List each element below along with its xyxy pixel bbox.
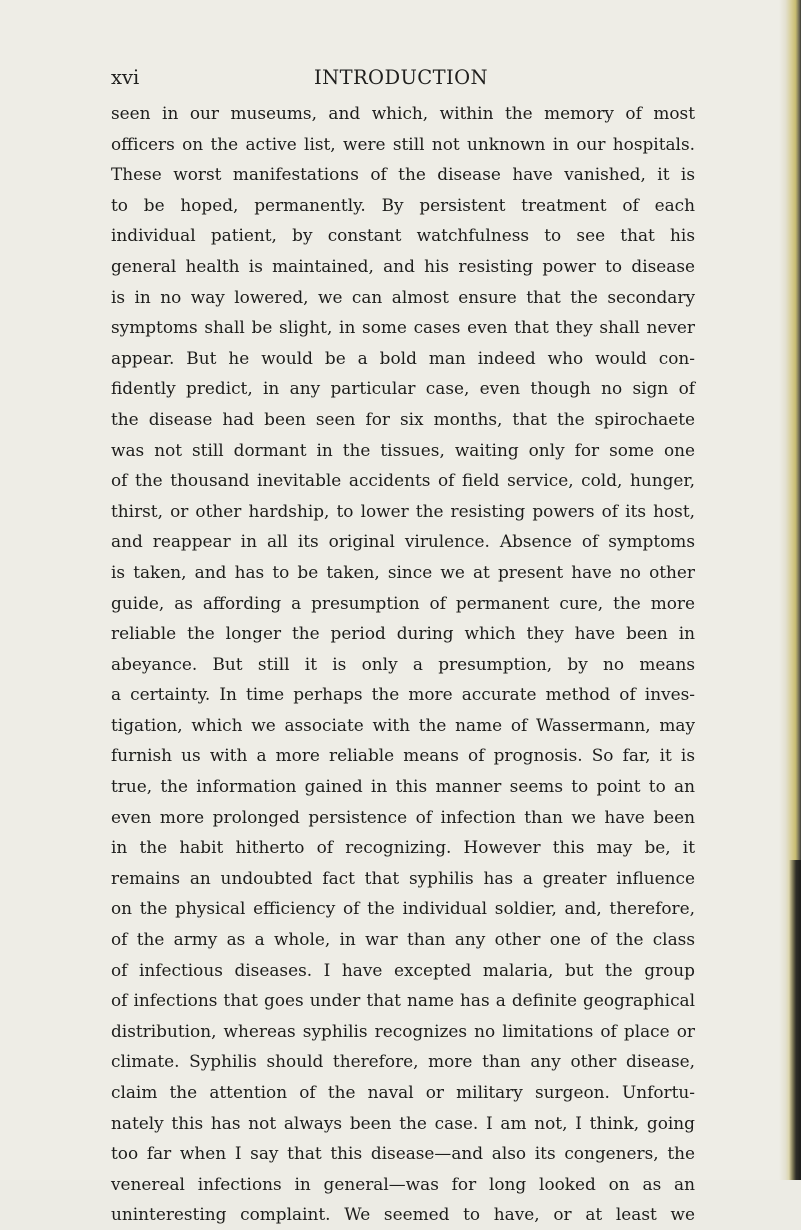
text-line: of infectious diseases. I have excepted malaria, but the group (111, 959, 695, 980)
text-line: is in no way lowered, we can almost ensure that the secondary (111, 286, 695, 307)
text-line: distribution, whereas syphilis recognizes no limitations of place or (111, 1020, 695, 1041)
text-line: appear. But he would be a bold man indeed who would con- (111, 347, 695, 368)
text-line: These worst manifestations of the disease have vanished, it is (111, 164, 695, 185)
text-line: officers on the active list, were still not unknown in our hospitals. (111, 133, 695, 154)
text-line: is taken, and has to be taken, since we at present have no other (111, 561, 695, 582)
running-head: INTRODUCTION (314, 66, 488, 89)
text-line: remains an undoubted fact that syphilis has a greater influence (111, 867, 695, 888)
page-header (111, 66, 691, 94)
text-line: was not still dormant in the tissues, waiting only for some one (111, 439, 695, 460)
text-line: furnish us with a more reliable means of prognosis. So far, it is (111, 745, 695, 766)
text-line: to be hoped, permanently. By persistent treatment of each (111, 194, 695, 215)
text-line: tigation, which we associate with the name of Wassermann, may (111, 714, 695, 735)
text-line: the disease had been seen for six months, that the spirochaete (111, 408, 695, 429)
text-line: thirst, or other hardship, to lower the resisting powers of its host, (111, 500, 695, 521)
text-line: and reappear in all its original virulence. Absence of symptoms (111, 531, 695, 552)
text-line: individual patient, by constant watchfulness to see that his (111, 225, 695, 246)
text-line: of the army as a whole, in war than any other one of the class (111, 929, 695, 950)
text-line: seen in our museums, and which, within the memory of most (111, 103, 695, 123)
text-line: true, the information gained in this manner seems to point to an (111, 776, 695, 797)
text-line: a certainty. In time perhaps the more accurate method of inves- (111, 684, 695, 705)
body-text (111, 98, 695, 1230)
text-line: claim the attention of the naval or military surgeon. Unfortu- (111, 1082, 695, 1102)
text-line: on the physical efficiency of the individual soldier, and, therefore, (111, 898, 695, 919)
text-line: abeyance. But still it is only a presumption, by no means (111, 653, 695, 674)
text-line: even more prolonged persistence of infection than we have been (111, 806, 695, 827)
text-line: uninteresting complaint. We seemed to have, or at least we (111, 1204, 695, 1225)
text-line: guide, as affording a presumption of permanent cure, the more (111, 592, 695, 613)
text-line: in the habit hitherto of recognizing. However this may be, it (111, 837, 695, 858)
text-line: venereal infections in general—was for long looked on as an (111, 1173, 695, 1194)
text-line: nately this has not always been the case. I am not, I think, going (111, 1112, 695, 1133)
text-line: of the thousand inevitable accidents of field service, cold, hunger, (111, 470, 695, 491)
text-line: fidently predict, in any particular case, even though no sign of (111, 378, 695, 399)
page-number: xvi (111, 66, 140, 89)
text-line: symptoms shall be slight, in some cases even that they shall never (111, 317, 695, 338)
page-edge-dark (789, 860, 801, 1180)
text-line: reliable the longer the period during which they have been in (111, 623, 695, 644)
text-line: too far when I say that this disease—and also its congeners, the (111, 1143, 695, 1164)
text-line: climate. Syphilis should therefore, more than any other disease, (111, 1051, 695, 1072)
text-line: of infections that goes under that name has a definite geographical (111, 990, 695, 1011)
text-line: general health is maintained, and his resisting power to disease (111, 255, 695, 276)
